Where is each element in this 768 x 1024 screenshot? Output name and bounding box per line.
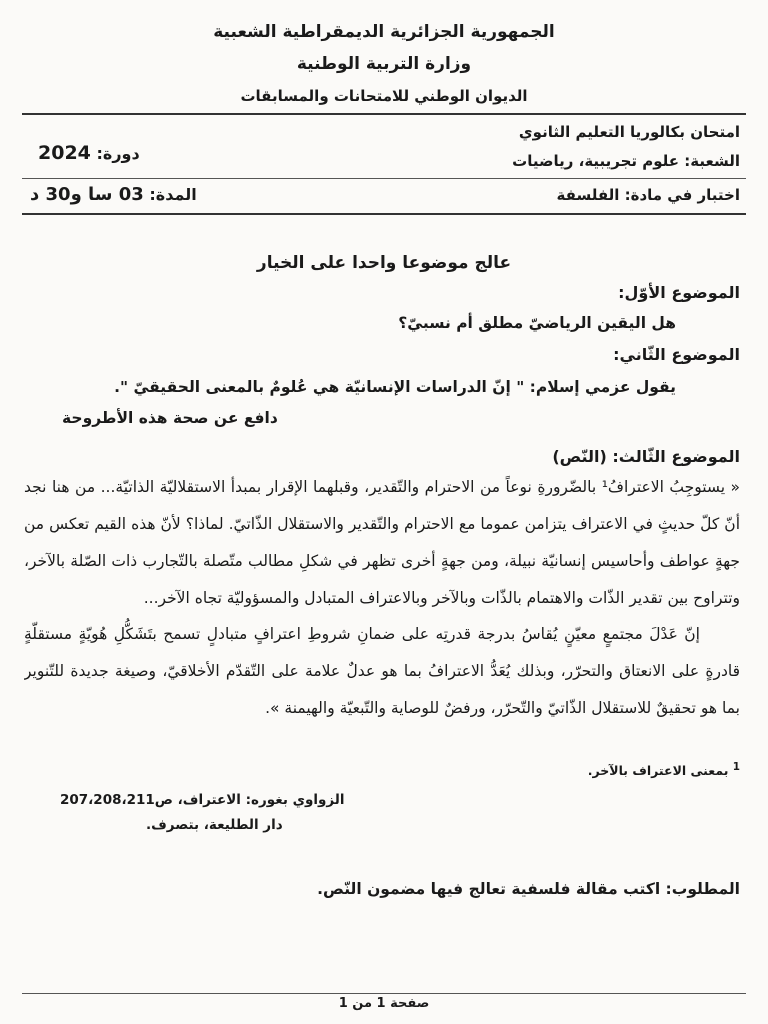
footnote-mark: 1 (732, 761, 740, 773)
topic1-heading: الموضوع الأوّل: (618, 283, 740, 302)
instruction: عالج موضوعا واحدا على الخيار (256, 253, 512, 273)
topic3-text-paragraph-1: « يستوجِبُ الاعترافُ¹ بالضّرورةِ نوعاً من الاحترام والتّقدير، وقبلهما الإقرار بمبدأ الاستقلاليّة الذاتيّة... من هنا نجد أنّ كلّ حديثٍ في الاعتراف يتزامن عموما مع الاحترام والتّقدير والاستقلال الذّاتيّ. لماذا؟ لأنّ هذه القيم تعكس من جهةٍ عواطف وأحاسيس إنسانيّة نبيلة، ومن جهةٍ أخرى تظهر في شكلِ مطالب متّصلة بالتّجارب ذات الصّلة بالآخر، وتتراوح بين تقدير الذّات والاهتمام بالذّات وبالآخر وبالاعتراف المتبادل والمسؤوليّة تجاه الآخر... (24, 478, 740, 607)
duration-value: 03 سا و30 د (30, 184, 144, 205)
ministry-title: وزارة التربية الوطنية (296, 54, 472, 74)
source-line-1: الزواوي بغوره: الاعتراف، ص207،208،211 (60, 792, 345, 808)
source-line-2: دار الطليعة، بتصرف. (146, 817, 283, 833)
session-info (38, 142, 140, 164)
topic3-text-paragraph-2: إنّ عَدْلَ مجتمعٍ معيّنٍ يُقاسُ بدرجة قدرتِه على ضمانِ شروطِ اعترافٍ متبادلٍ تسمح بتَشَكُّلِ هُويّةٍ مستقلّةٍ قادرةٍ على الانعتاق والتحرّر، وبذلك يُعَدُّ الاعترافُ بما هو عدلٌ علامة على التّقدّم الأخلاقيّ، وصيغة جديدة للتّنوير بما هو تحقيقٌ للاستقلال الذّاتيّ والتّحرّر، ورفضٌ للوصاية والتّبعيّة والهيمنة ». (24, 625, 740, 717)
subject-info: اختبار في مادة: الفلسفة (556, 186, 740, 204)
topic3-heading: الموضوع الثّالث: (النّص) (552, 447, 740, 466)
topic2-quote: يقول عزمي إسلام: " إنّ الدراسات الإنسانيّة هي عُلومٌ بالمعنى الحقيقيّ ". (114, 378, 676, 396)
duration-info (30, 184, 197, 205)
page-number: صفحة 1 من 1 (338, 996, 430, 1011)
topic2-task: دافع عن صحة هذه الأطروحة (62, 409, 278, 427)
session-label: دورة: (96, 144, 140, 163)
footnote-text: بمعنى الاعتراف بالآخر. (587, 763, 729, 779)
info-divider (22, 178, 746, 179)
topic1-question: هل اليقين الرياضيّ مطلق أم نسبيّ؟ (398, 314, 676, 332)
header-divider (22, 113, 746, 115)
footnote (588, 761, 740, 778)
topic2-heading: الموضوع الثّاني: (613, 345, 740, 364)
branch-info: الشعبة: علوم تجريبية، رياضيات (512, 152, 740, 170)
session-year: 2024 (38, 142, 91, 164)
office-title: الديوان الوطني للامتحانات والمسابقات (240, 87, 528, 105)
subject-divider (22, 213, 746, 215)
republic-title: الجمهورية الجزائرية الديمقراطية الشعبية (213, 22, 555, 42)
required-task: المطلوب: اكتب مقالة فلسفية تعالج فيها مضمون النّص. (317, 880, 740, 898)
duration-label: المدة: (149, 185, 197, 204)
footer-divider (22, 993, 746, 994)
exam-title: امتحان بكالوريا التعليم الثانوي (518, 123, 740, 141)
